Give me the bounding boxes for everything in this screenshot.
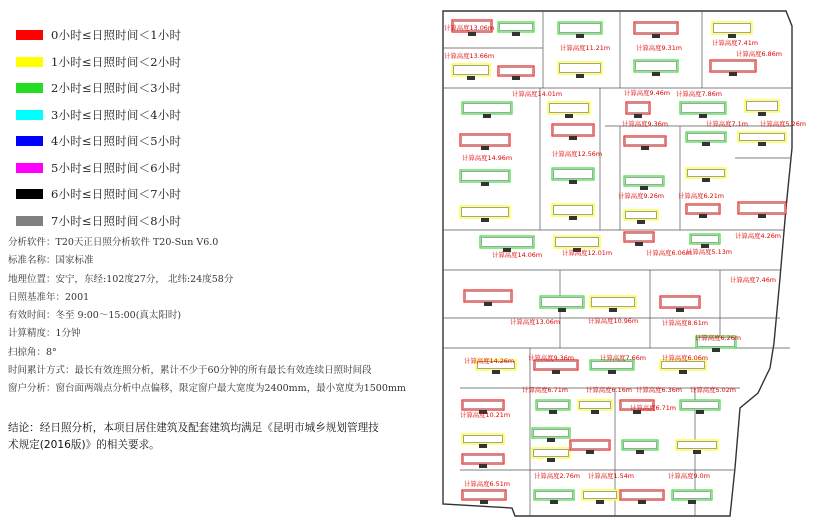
height-label: 计算高度9.46m [624, 89, 671, 97]
height-label: 计算高度7.1m [706, 120, 748, 128]
accumulation-line: 时间累计方式：最长有效连照分析，累计不少于60分钟的所有最长有效连续日照时间段 [8, 365, 372, 377]
window-analysis-line: 窗户分析：窗台面两端点分析中点偏移，限定窗户最大宽度为2400mm，最小宽度为1500mm [8, 383, 406, 395]
legend-item [16, 181, 216, 208]
height-label: 计算高度6.36m [636, 386, 683, 394]
conclusion [8, 420, 408, 454]
legend-item [16, 102, 216, 129]
height-label: 计算高度14.96m [462, 154, 513, 162]
height-label: 计算高度7.86m [676, 90, 723, 98]
legend-swatch [16, 83, 43, 93]
height-label: 计算高度1.54m [588, 472, 635, 480]
height-label: 计算高度14.06m [492, 251, 543, 259]
height-label: 计算高度13.06m [444, 24, 495, 32]
legend-item [16, 49, 216, 76]
legend-label: 5小时≤日照时间＜6小时 [51, 160, 182, 175]
legend-item [16, 128, 216, 155]
legend-swatch [16, 110, 43, 120]
height-label: 计算高度11.21m [560, 44, 611, 52]
height-label: 计算高度13.06m [510, 318, 561, 326]
height-label: 计算高度14.01m [512, 90, 563, 98]
legend-label: 2小时≤日照时间＜3小时 [51, 81, 182, 96]
height-label: 计算高度6.21m [678, 192, 725, 200]
height-label: 计算高度6.16m [586, 386, 633, 394]
legend-swatch [16, 30, 43, 40]
standard-line: 标准名称：国家标准 [8, 255, 94, 267]
software-line: 分析软件：T20天正日照分析软件 T20-Sun V6.0 [8, 237, 219, 248]
height-label: 计算高度13.66m [444, 52, 495, 60]
legend-swatch [16, 136, 43, 146]
legend-item [16, 22, 216, 49]
height-label: 计算高度5.26m [760, 120, 807, 128]
legend-swatch [16, 189, 43, 199]
sunlight-legend [16, 22, 216, 234]
height-label: 计算高度12.01m [562, 249, 613, 257]
legend-item [16, 208, 216, 235]
height-label: 计算高度6.71m [522, 386, 569, 394]
legend-label: 7小时≤日照时间＜8小时 [51, 213, 182, 228]
height-label: 计算高度10.96m [588, 317, 639, 325]
height-label: 计算高度6.71m [630, 404, 677, 412]
analysis-parameters [8, 234, 428, 399]
height-label: 计算高度9.26m [618, 192, 665, 200]
height-label: 计算高度7.41m [712, 39, 759, 47]
height-label: 计算高度6.06m [646, 249, 693, 257]
height-label: 计算高度10.21m [460, 411, 511, 419]
height-label: 计算高度6.26m [695, 334, 742, 342]
legend-label: 0小时≤日照时间＜1小时 [51, 28, 182, 43]
height-label: 计算高度5.02m [690, 386, 737, 394]
base-year-line: 日照基准年：2001 [8, 291, 90, 303]
height-label: 计算高度6.06m [662, 354, 709, 362]
legend-label: 1小时≤日照时间＜2小时 [51, 54, 182, 69]
scan-angle-line: 扫掠角：8° [8, 346, 57, 358]
conclusion-line-2: 术规定(2016版)》的相关要求。 [8, 439, 160, 451]
conclusion-line-1: 结论：经日照分析，本项目居住建筑及配套建筑均满足《昆明市城乡规划管理技 [8, 422, 379, 434]
height-label: 计算高度4.26m [735, 232, 782, 240]
height-label: 计算高度7.46m [730, 276, 777, 284]
location-line: 地理位置：安宁，东经:102度27分， 北纬:24度58分 [8, 273, 234, 285]
legend-item [16, 155, 216, 182]
height-label: 计算高度2.76m [534, 472, 581, 480]
height-label: 计算高度9.0m [668, 472, 710, 480]
site-plan [440, 8, 810, 524]
height-label: 计算高度9.36m [622, 120, 669, 128]
legend-label: 6小时≤日照时间＜7小时 [51, 187, 182, 202]
site-plan-drawing [440, 8, 810, 520]
legend-label: 3小时≤日照时间＜4小时 [51, 107, 182, 122]
legend-label: 4小时≤日照时间＜5小时 [51, 134, 182, 149]
precision-line: 计算精度：1分钟 [8, 328, 81, 340]
valid-time-line: 有效时间：冬至 9:00～15:00(真太阳时) [8, 310, 182, 322]
height-label: 计算高度8.61m [662, 319, 709, 327]
legend-item [16, 75, 216, 102]
height-label: 计算高度5.13m [686, 248, 733, 256]
height-label: 计算高度6.86m [736, 50, 783, 58]
height-label: 计算高度7.66m [600, 354, 647, 362]
height-label: 计算高度9.36m [528, 354, 575, 362]
height-label: 计算高度14.26m [464, 357, 515, 365]
height-label: 计算高度12.56m [552, 150, 603, 158]
legend-swatch [16, 163, 43, 173]
legend-swatch [16, 57, 43, 67]
legend-swatch [16, 216, 43, 226]
height-label: 计算高度6.51m [464, 480, 511, 488]
height-label: 计算高度9.31m [636, 44, 683, 52]
